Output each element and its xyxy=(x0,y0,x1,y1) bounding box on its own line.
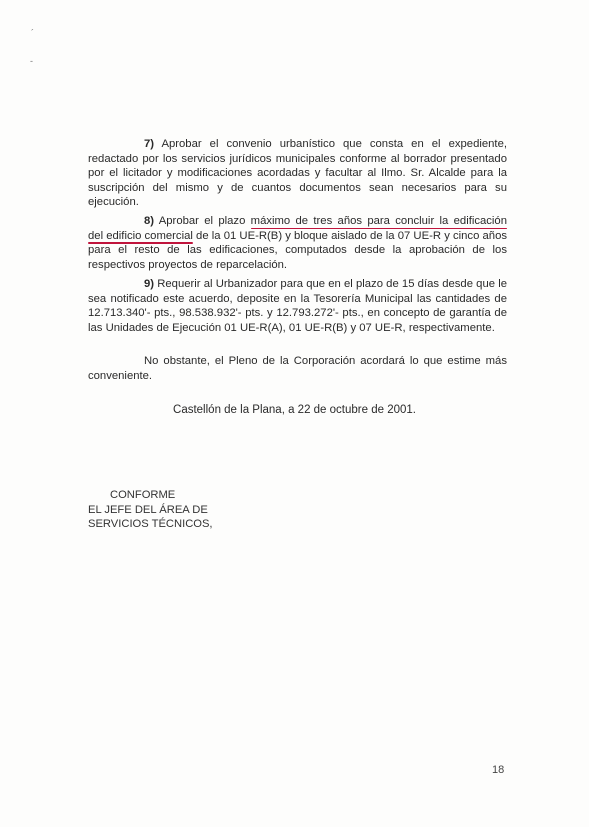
page-number: 18 xyxy=(492,764,505,776)
paragraph-text: Aprobar el plazo xyxy=(154,215,251,227)
paragraph-number: 8) xyxy=(144,215,155,227)
paragraph-text: Requerir al Urbanizador para que en el plazo de 15 días desde que le sea notificado este acuerdo, deposite en la Tesorería Municipal las cantidades de 12.713.340'- pts., 98.538.932'- pts. y 12.793.272'- pts., en concepto de garantía de las Unidades de Ejecución 01 UE-R(A), 01 UE-R(B) y 07 UE-R, respectivamente. xyxy=(88,278,507,334)
paragraph-text: No obstante, el Pleno de la Corporación acordará lo que estime más conveniente. xyxy=(88,355,507,382)
signature-title: EL JEFE DEL ÁREA DE xyxy=(88,503,208,516)
signature-conforme: CONFORME xyxy=(110,489,176,501)
signature-department: SERVICIOS TÉCNICOS, xyxy=(88,518,213,530)
closing-paragraph xyxy=(88,354,507,383)
paragraph-7 xyxy=(88,137,507,210)
margin-mark: ´ xyxy=(31,28,34,38)
paragraph-8 xyxy=(88,214,507,272)
date-line: Castellón de la Plana, a 22 de octubre de 2001. xyxy=(173,404,416,416)
signature-block xyxy=(88,488,213,532)
highlighted-phrase: del edificio comercial xyxy=(88,229,193,242)
paragraph-text: Aprobar el convenio urbanístico que consta en el expediente, redactado por los servicios jurídicos municipales conforme al borrador presentado por el licitador y modificaciones acordadas y facultar al Ilmo. Sr. Alcalde para la suscripción del mismo y de cuantos documentos sean necesarios para su ejecución. xyxy=(88,138,507,209)
paragraph-text: de la 01 UE-R(B) y bloque aislado de la 07 UE-R y cinco años para el resto de las edificaciones, computados desde la aprobación de los respectivos proyectos de reparcelación. xyxy=(88,229,508,271)
paragraph-9 xyxy=(88,277,507,335)
paragraph-number: 9) xyxy=(144,278,155,290)
margin-mark: - xyxy=(30,56,33,66)
paragraph-number: 7) xyxy=(144,138,155,150)
highlighted-phrase: máximo de tres años para concluir la edificación xyxy=(250,215,508,227)
